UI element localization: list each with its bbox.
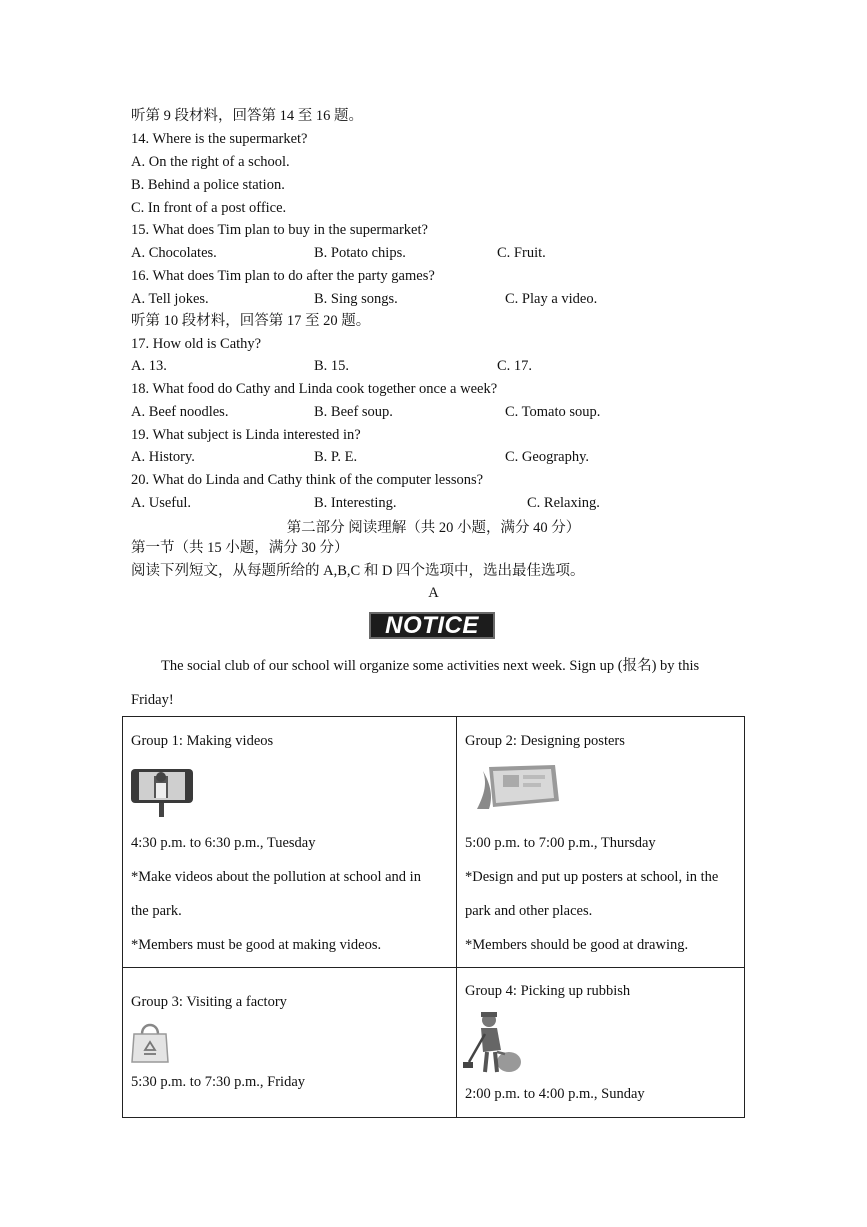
q20-option-c: C. Relaxing. bbox=[527, 495, 600, 511]
q20-option-b: B. Interesting. bbox=[314, 495, 397, 511]
section9-intro: 听第 9 段材料，回答第 14 至 16 题。 bbox=[131, 108, 363, 124]
part-two-title: 第二部分 阅读理解（共 20 小题，满分 40 分） bbox=[286, 520, 581, 536]
q15-option-b: B. Potato chips. bbox=[314, 245, 406, 261]
group-2-cell bbox=[457, 717, 745, 968]
notice-banner bbox=[369, 612, 495, 639]
q16-option-c: C. Play a video. bbox=[505, 291, 598, 307]
group-1-title: Group 1: Making videos bbox=[131, 733, 274, 749]
q19-option-a: A. History. bbox=[131, 449, 195, 465]
question-19: 19. What subject is Linda interested in? bbox=[131, 427, 361, 443]
group-2-detail-line2: park and other places. bbox=[465, 903, 593, 919]
question-17: 17. How old is Cathy? bbox=[131, 336, 262, 352]
group-1-time: 4:30 p.m. to 6:30 p.m., Tuesday bbox=[131, 835, 316, 851]
question-20: 20. What do Linda and Cathy think of the computer lessons? bbox=[131, 472, 484, 488]
notice-title: NOTICE bbox=[385, 611, 479, 639]
q19-option-b: B. P. E. bbox=[314, 449, 358, 465]
q17-option-b: B. 15. bbox=[314, 358, 350, 374]
group-2-detail-line3: *Members should be good at drawing. bbox=[465, 937, 689, 953]
group-2-detail-line1: *Design and put up posters at school, in the bbox=[465, 869, 719, 885]
group-1-detail-line3: *Members must be good at making videos. bbox=[131, 937, 382, 953]
group-1-detail-line2: the park. bbox=[131, 903, 182, 919]
q14-option-a: A. On the right of a school. bbox=[131, 154, 290, 170]
q20-option-a: A. Useful. bbox=[131, 495, 192, 511]
group-4-title: Group 4: Picking up rubbish bbox=[465, 983, 631, 999]
q15-option-c: C. Fruit. bbox=[497, 245, 546, 261]
group-4-time: 2:00 p.m. to 4:00 p.m., Sunday bbox=[465, 1086, 645, 1102]
group-2-time: 5:00 p.m. to 7:00 p.m., Thursday bbox=[465, 835, 656, 851]
question-16: 16. What does Tim plan to do after the party games? bbox=[131, 268, 435, 284]
rubbish-picker-icon bbox=[463, 1010, 523, 1076]
group-4-cell bbox=[457, 968, 745, 1118]
passage-label: A bbox=[428, 585, 439, 601]
q19-option-c: C. Geography. bbox=[505, 449, 590, 465]
reading-instruction: 阅读下列短文，从每题所给的 A,B,C 和 D 四个选项中，选出最佳选项。 bbox=[131, 563, 585, 579]
question-15: 15. What does Tim plan to buy in the supermarket? bbox=[131, 222, 428, 238]
q14-option-b: B. Behind a police station. bbox=[131, 177, 285, 193]
notice-intro bbox=[131, 649, 743, 717]
question-18: 18. What food do Cathy and Linda cook together once a week? bbox=[131, 381, 498, 397]
group-3-cell bbox=[123, 968, 457, 1118]
group-1-detail-line1: *Make videos about the pollution at school and in bbox=[131, 869, 421, 885]
notice-intro-line1: The social club of our school will organize some activities next week. Sign up (报名) by this bbox=[161, 658, 700, 674]
group-1-cell bbox=[123, 717, 457, 968]
question-14: 14. Where is the supermarket? bbox=[131, 131, 308, 147]
recycle-bag-icon bbox=[130, 1020, 170, 1064]
q18-option-a: A. Beef noodles. bbox=[131, 404, 229, 420]
section-one-title: 第一节（共 15 小题，满分 30 分） bbox=[131, 540, 349, 556]
group-3-time: 5:30 p.m. to 7:30 p.m., Friday bbox=[131, 1074, 305, 1090]
notice-intro-line2: Friday! bbox=[131, 692, 174, 708]
tablet-poster-icon bbox=[475, 763, 559, 811]
group-3-title: Group 3: Visiting a factory bbox=[131, 994, 287, 1010]
q14-option-c: C. In front of a post office. bbox=[131, 200, 287, 216]
q16-option-a: A. Tell jokes. bbox=[131, 291, 209, 307]
q18-option-c: C. Tomato soup. bbox=[505, 404, 601, 420]
q17-option-a: A. 13. bbox=[131, 358, 167, 374]
group-2-title: Group 2: Designing posters bbox=[465, 733, 625, 749]
q17-option-c: C. 17. bbox=[497, 358, 533, 374]
activity-groups-table bbox=[122, 716, 745, 1118]
q15-option-a: A. Chocolates. bbox=[131, 245, 217, 261]
section10-intro: 听第 10 段材料，回答第 17 至 20 题。 bbox=[131, 313, 371, 329]
phone-selfie-icon bbox=[130, 767, 194, 817]
q16-option-b: B. Sing songs. bbox=[314, 291, 398, 307]
q18-option-b: B. Beef soup. bbox=[314, 404, 393, 420]
